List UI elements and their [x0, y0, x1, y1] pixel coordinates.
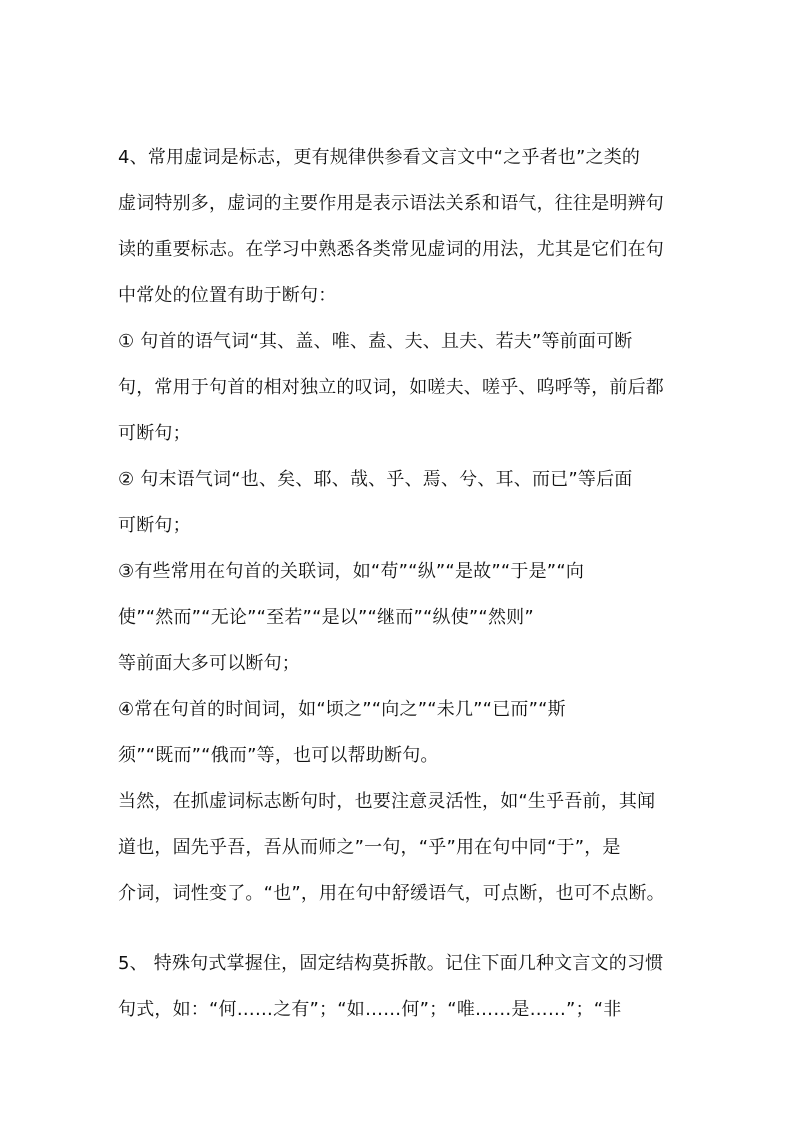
text-line: 当然，在抓虚词标志断句时，也要注意灵活性，如“生乎吾前，其闻 — [118, 791, 656, 812]
text-line: 须”“既而”“俄而”等，也可以帮助断句。 — [118, 745, 439, 766]
text-line: ④常在句首的时间词，如“顷之”“向之”“未几”“已而”“斯 — [118, 699, 566, 720]
text-line: 5、 特殊句式掌握住，固定结构莫拆散。记住下面几种文言文的习惯 — [118, 953, 664, 974]
text-line: ① 句首的语气词“其、盖、唯、盍、夫、且夫、若夫”等前面可断 — [118, 331, 633, 352]
text-line: 等前面大多可以断句； — [118, 653, 300, 674]
text-line: 虚词特别多，虚词的主要作用是表示语法关系和语气，往往是明辨句 — [118, 193, 664, 214]
text-line: ③有些常用在句首的关联词，如“苟”“纵”“是故”“于是”“向 — [118, 561, 585, 582]
text-line: 中常处的位置有助于断句： — [118, 285, 337, 306]
text-line: 可断句； — [118, 423, 191, 444]
text-line: 句，常用于句首的相对独立的叹词，如嗟夫、嗟乎、呜呼等，前后都 — [118, 377, 664, 398]
text-line: 4、常用虚词是标志，更有规律供参看文言文中“之乎者也”之类的 — [118, 147, 641, 168]
text-line: 可断句； — [118, 515, 191, 536]
text-line: 道也，固先乎吾，吾从而师之”一句，“乎”用在句中同“于”，是 — [118, 837, 621, 858]
text-line: 介词，词性变了。“也”，用在句中舒缓语气，可点断，也可不点断。 — [118, 883, 665, 904]
text-line: ② 句末语气词“也、矣、耶、哉、乎、焉、兮、耳、而已”等后面 — [118, 469, 633, 490]
text-line: 使”“然而”“无论”“至若”“是以”“继而”“纵使”“然则” — [118, 607, 534, 628]
text-line: 句式，如：“何……之有”；“如……何”；“唯……是……”；“非 — [118, 999, 622, 1020]
text-line: 读的重要标志。在学习中熟悉各类常见虚词的用法，尤其是它们在句 — [118, 239, 664, 260]
